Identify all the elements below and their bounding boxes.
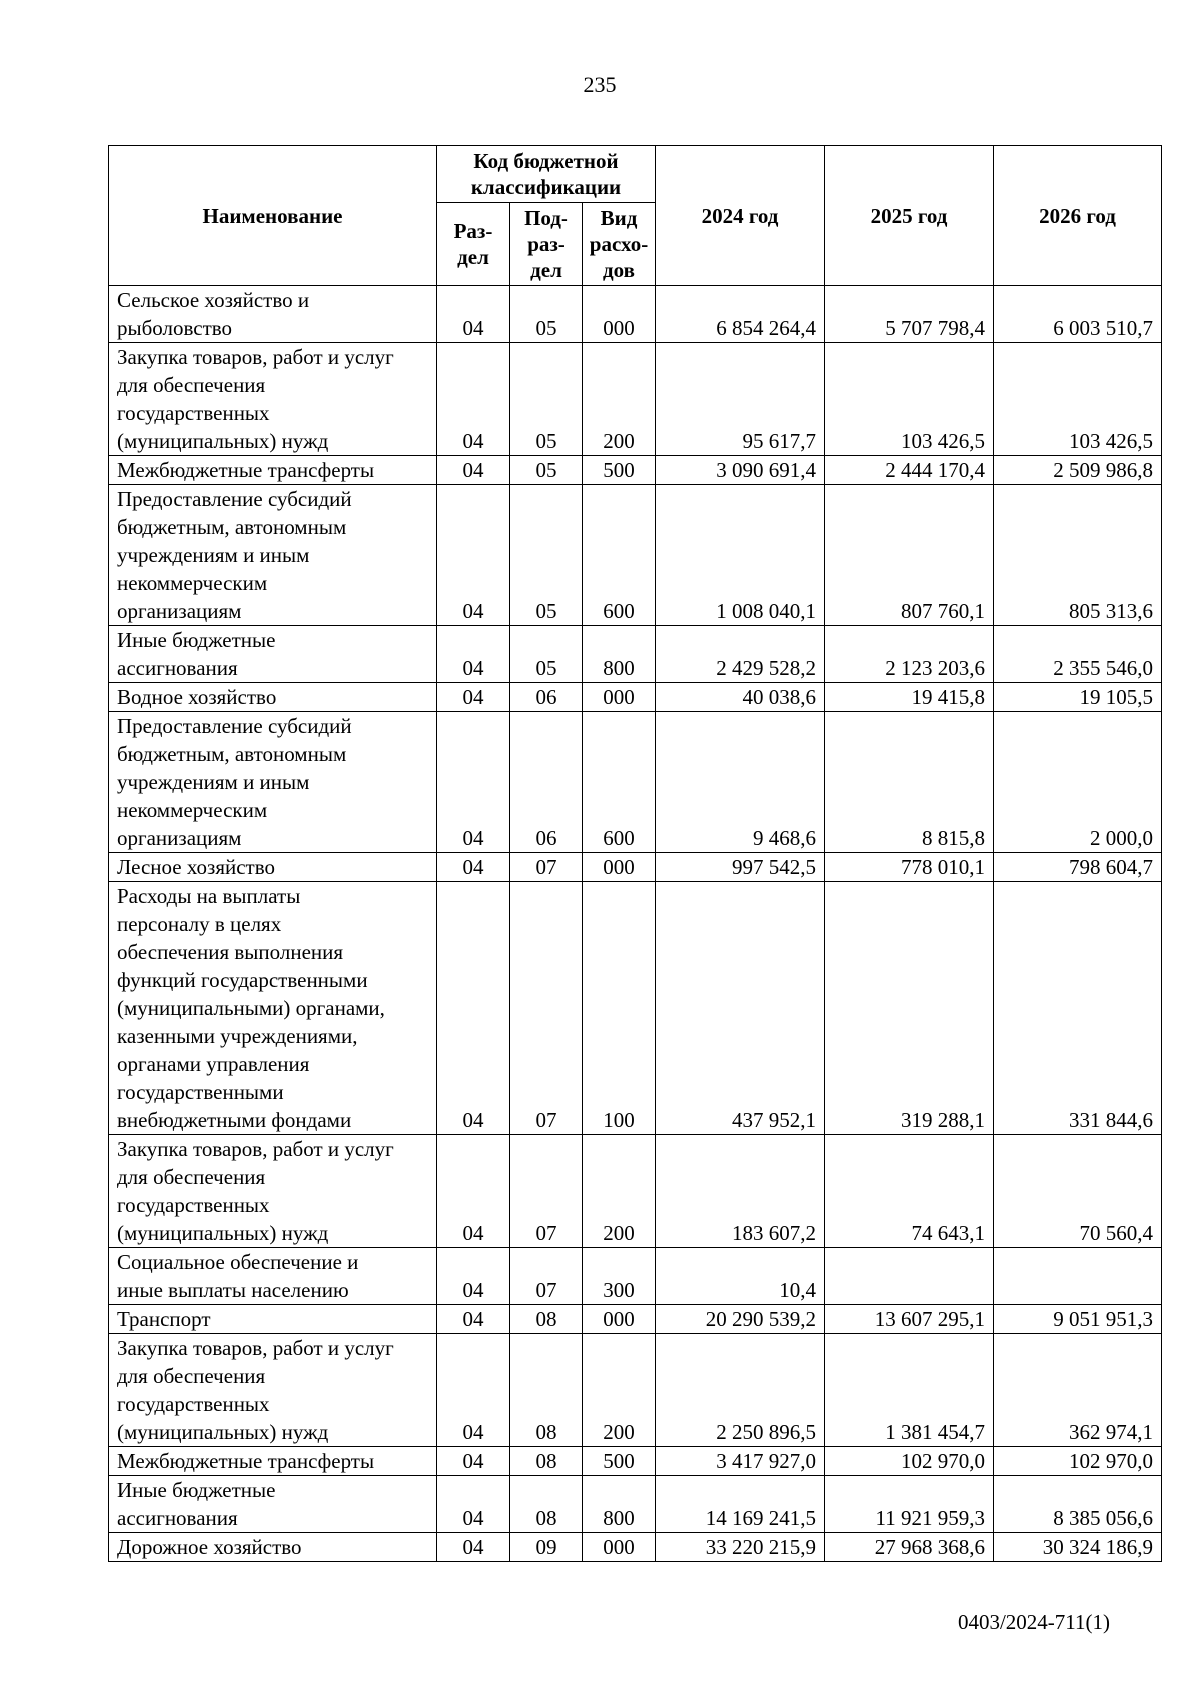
cell-y2025: 319 288,1 — [825, 882, 994, 1135]
cell-vid: 800 — [583, 1476, 656, 1533]
table-row — [109, 1135, 1162, 1248]
cell-name: Межбюджетные трансферты — [109, 456, 437, 485]
cell-y2025: 74 643,1 — [825, 1135, 994, 1248]
cell-y2025: 5 707 798,4 — [825, 286, 994, 343]
cell-vid: 200 — [583, 343, 656, 456]
cell-y2024: 14 169 241,5 — [656, 1476, 825, 1533]
table-row — [109, 286, 1162, 343]
table-row — [109, 1334, 1162, 1447]
cell-y2026: 30 324 186,9 — [994, 1533, 1162, 1562]
cell-y2026: 805 313,6 — [994, 485, 1162, 626]
cell-y2026: 331 844,6 — [994, 882, 1162, 1135]
cell-name: Транспорт — [109, 1305, 437, 1334]
cell-y2025: 2 123 203,6 — [825, 626, 994, 683]
cell-razdel: 04 — [437, 1476, 510, 1533]
cell-vid: 300 — [583, 1248, 656, 1305]
cell-vid: 000 — [583, 286, 656, 343]
cell-vid: 500 — [583, 1447, 656, 1476]
cell-y2026: 362 974,1 — [994, 1334, 1162, 1447]
cell-y2026: 8 385 056,6 — [994, 1476, 1162, 1533]
cell-podrazdel: 08 — [510, 1334, 583, 1447]
cell-podrazdel: 08 — [510, 1476, 583, 1533]
cell-y2025: 11 921 959,3 — [825, 1476, 994, 1533]
cell-y2026: 798 604,7 — [994, 853, 1162, 882]
cell-name: Межбюджетные трансферты — [109, 1447, 437, 1476]
cell-y2024: 6 854 264,4 — [656, 286, 825, 343]
header-2026: 2026 год — [994, 146, 1162, 286]
cell-name: Иные бюджетные ассигнования — [109, 1476, 437, 1533]
cell-podrazdel: 07 — [510, 1135, 583, 1248]
cell-razdel: 04 — [437, 1334, 510, 1447]
header-2025: 2025 год — [825, 146, 994, 286]
cell-podrazdel: 05 — [510, 343, 583, 456]
cell-y2024: 1 008 040,1 — [656, 485, 825, 626]
table-body — [109, 286, 1162, 1562]
cell-razdel: 04 — [437, 456, 510, 485]
table-row — [109, 1305, 1162, 1334]
cell-name: Предоставление субсидий бюджетным, автономным учреждениям и иным некоммерческим организациям — [109, 485, 437, 626]
cell-y2024: 2 250 896,5 — [656, 1334, 825, 1447]
cell-y2025: 1 381 454,7 — [825, 1334, 994, 1447]
cell-razdel: 04 — [437, 1447, 510, 1476]
cell-y2024: 3 090 691,4 — [656, 456, 825, 485]
cell-razdel: 04 — [437, 882, 510, 1135]
table-row — [109, 485, 1162, 626]
cell-name: Дорожное хозяйство — [109, 1533, 437, 1562]
cell-y2026: 2 000,0 — [994, 712, 1162, 853]
cell-y2024: 997 542,5 — [656, 853, 825, 882]
cell-y2024: 95 617,7 — [656, 343, 825, 456]
cell-vid: 500 — [583, 456, 656, 485]
cell-y2024: 40 038,6 — [656, 683, 825, 712]
cell-podrazdel: 07 — [510, 882, 583, 1135]
cell-podrazdel: 05 — [510, 286, 583, 343]
cell-podrazdel: 06 — [510, 683, 583, 712]
cell-y2025: 807 760,1 — [825, 485, 994, 626]
cell-name: Водное хозяйство — [109, 683, 437, 712]
table-row — [109, 626, 1162, 683]
cell-y2025: 103 426,5 — [825, 343, 994, 456]
table-row — [109, 882, 1162, 1135]
cell-razdel: 04 — [437, 683, 510, 712]
cell-y2026: 19 105,5 — [994, 683, 1162, 712]
cell-y2024: 20 290 539,2 — [656, 1305, 825, 1334]
cell-y2024: 3 417 927,0 — [656, 1447, 825, 1476]
cell-y2025: 27 968 368,6 — [825, 1533, 994, 1562]
header-name: Наименование — [109, 146, 437, 286]
cell-y2025: 13 607 295,1 — [825, 1305, 994, 1334]
cell-vid: 600 — [583, 485, 656, 626]
cell-y2024: 437 952,1 — [656, 882, 825, 1135]
cell-y2026: 70 560,4 — [994, 1135, 1162, 1248]
cell-razdel: 04 — [437, 626, 510, 683]
cell-vid: 100 — [583, 882, 656, 1135]
cell-y2024: 9 468,6 — [656, 712, 825, 853]
cell-name: Закупка товаров, работ и услуг для обеспечения государственных (муниципальных) нужд — [109, 1135, 437, 1248]
cell-y2026: 103 426,5 — [994, 343, 1162, 456]
cell-name: Закупка товаров, работ и услуг для обеспечения государственных (муниципальных) нужд — [109, 343, 437, 456]
cell-y2026: 102 970,0 — [994, 1447, 1162, 1476]
table-row — [109, 1248, 1162, 1305]
cell-podrazdel: 05 — [510, 485, 583, 626]
cell-razdel: 04 — [437, 1248, 510, 1305]
header-vid: Вид расхо- дов — [583, 203, 656, 286]
cell-y2024: 2 429 528,2 — [656, 626, 825, 683]
cell-razdel: 04 — [437, 1305, 510, 1334]
cell-y2025: 778 010,1 — [825, 853, 994, 882]
cell-y2026: 9 051 951,3 — [994, 1305, 1162, 1334]
table-row — [109, 1476, 1162, 1533]
table-row — [109, 1447, 1162, 1476]
header-podrazdel: Под- раз- дел — [510, 203, 583, 286]
cell-razdel: 04 — [437, 485, 510, 626]
cell-name: Расходы на выплаты персоналу в целях обеспечения выполнения функций государственными (муниципальными) органами, казенными учреждениями, органами управления государственными внебюджетными фондами — [109, 882, 437, 1135]
cell-name: Иные бюджетные ассигнования — [109, 626, 437, 683]
cell-razdel: 04 — [437, 1135, 510, 1248]
cell-vid: 000 — [583, 1533, 656, 1562]
cell-podrazdel: 09 — [510, 1533, 583, 1562]
cell-podrazdel: 08 — [510, 1447, 583, 1476]
cell-name: Предоставление субсидий бюджетным, автономным учреждениям и иным некоммерческим организациям — [109, 712, 437, 853]
cell-razdel: 04 — [437, 286, 510, 343]
table-row — [109, 1533, 1162, 1562]
cell-vid: 600 — [583, 712, 656, 853]
header-2024: 2024 год — [656, 146, 825, 286]
cell-y2025: 102 970,0 — [825, 1447, 994, 1476]
page-number: 235 — [583, 72, 617, 97]
cell-name: Лесное хозяйство — [109, 853, 437, 882]
header-code-group: Код бюджетной классификации — [437, 146, 656, 203]
cell-y2024: 183 607,2 — [656, 1135, 825, 1248]
cell-name: Закупка товаров, работ и услуг для обеспечения государственных (муниципальных) нужд — [109, 1334, 437, 1447]
cell-podrazdel: 06 — [510, 712, 583, 853]
header-razdel: Раз- дел — [437, 203, 510, 286]
cell-y2026: 2 355 546,0 — [994, 626, 1162, 683]
cell-name: Сельское хозяйство и рыболовство — [109, 286, 437, 343]
cell-podrazdel: 07 — [510, 1248, 583, 1305]
cell-vid: 800 — [583, 626, 656, 683]
cell-razdel: 04 — [437, 343, 510, 456]
cell-y2024: 33 220 215,9 — [656, 1533, 825, 1562]
cell-y2025: 19 415,8 — [825, 683, 994, 712]
table-row — [109, 456, 1162, 485]
cell-y2025: 8 815,8 — [825, 712, 994, 853]
cell-vid: 000 — [583, 683, 656, 712]
cell-razdel: 04 — [437, 712, 510, 853]
cell-y2026 — [994, 1248, 1162, 1305]
cell-podrazdel: 08 — [510, 1305, 583, 1334]
cell-vid: 200 — [583, 1135, 656, 1248]
table-row — [109, 853, 1162, 882]
cell-vid: 000 — [583, 1305, 656, 1334]
table-row — [109, 683, 1162, 712]
cell-y2024: 10,4 — [656, 1248, 825, 1305]
table-row — [109, 712, 1162, 853]
cell-razdel: 04 — [437, 853, 510, 882]
cell-vid: 000 — [583, 853, 656, 882]
cell-name: Социальное обеспечение и иные выплаты населению — [109, 1248, 437, 1305]
cell-razdel: 04 — [437, 1533, 510, 1562]
cell-podrazdel: 07 — [510, 853, 583, 882]
budget-table — [108, 145, 1162, 1562]
cell-vid: 200 — [583, 1334, 656, 1447]
cell-y2026: 2 509 986,8 — [994, 456, 1162, 485]
table-row — [109, 343, 1162, 456]
document-id: 0403/2024-711(1) — [957, 1610, 1110, 1634]
cell-podrazdel: 05 — [510, 456, 583, 485]
cell-podrazdel: 05 — [510, 626, 583, 683]
cell-y2026: 6 003 510,7 — [994, 286, 1162, 343]
cell-y2025 — [825, 1248, 994, 1305]
cell-y2025: 2 444 170,4 — [825, 456, 994, 485]
